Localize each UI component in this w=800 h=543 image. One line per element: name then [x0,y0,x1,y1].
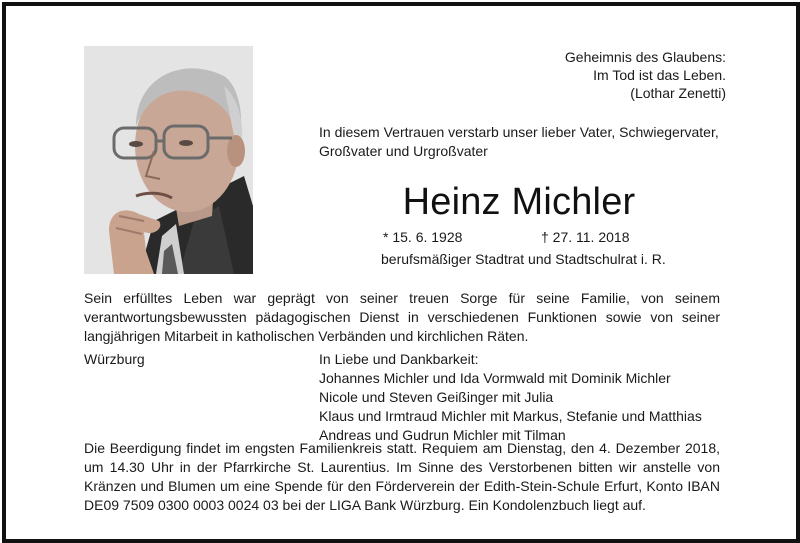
portrait-photo [84,46,253,274]
obituary-frame [2,2,800,543]
portrait-illustration [84,46,253,274]
life-paragraph: Sein erfülltes Leben war geprägt von seiner treuen Sorge für seine Familie, von seinem verantwortungsbewussten pädagogischen Dienst in verschiedenen Funktionen sowie von seiner langjährigen Mitarbeit in katholischen Verbänden und kirchlichen Räten. [84,290,720,344]
mourners-list [319,350,729,445]
mourner-line: Klaus und Irmtraud Michler mit Markus, Stefanie und Matthias [319,408,702,424]
place: Würzburg [84,351,145,367]
quote-author: (Lothar Zenetti) [630,85,726,101]
epigraph-quote [565,48,726,102]
mourner-line: Nicole und Steven Geißinger mit Julia [319,389,554,405]
death-date: † 27. 11. 2018 [541,229,630,245]
mourner-line: Andreas und Gudrun Michler mit Tilman [319,427,566,443]
mourner-line: Johannes Michler und Ida Vormwald mit Dominik Michler [319,370,671,386]
quote-line-1: Geheimnis des Glaubens: [564,49,726,65]
profession: berufsmäßiger Stadtrat und Stadtschulrat i. R. [381,251,666,267]
deceased-name: Heinz Michler [402,181,636,223]
mourners-heading: In Liebe und Dankbarkeit: [319,351,479,367]
quote-line-2: Im Tod ist das Leben. [593,67,726,83]
intro-text: In diesem Vertrauen verstarb unser lieber Vater, Schwiegervater, Großvater und Urgroßvater [319,124,719,159]
funeral-paragraph: Die Beerdigung findet im engsten Familienkreis statt. Requiem am Dienstag, den 4. Dezember 2018, um 14.30 Uhr in der Pfarrkirche St. Laurentius. Im Sinne des Verstorbenen bitten wir anstelle von Kränzen und Blumen um eine Spende für den Förderverein der Edith-Stein-Schule Erfurt, Konto IBAN DE09 7509 0300 0003 0024 03 bei der LIGA Bank Würzburg. Ein Kondolenzbuch liegt auf. [84,440,720,513]
birth-date: * 15. 6. 1928 [383,229,463,245]
